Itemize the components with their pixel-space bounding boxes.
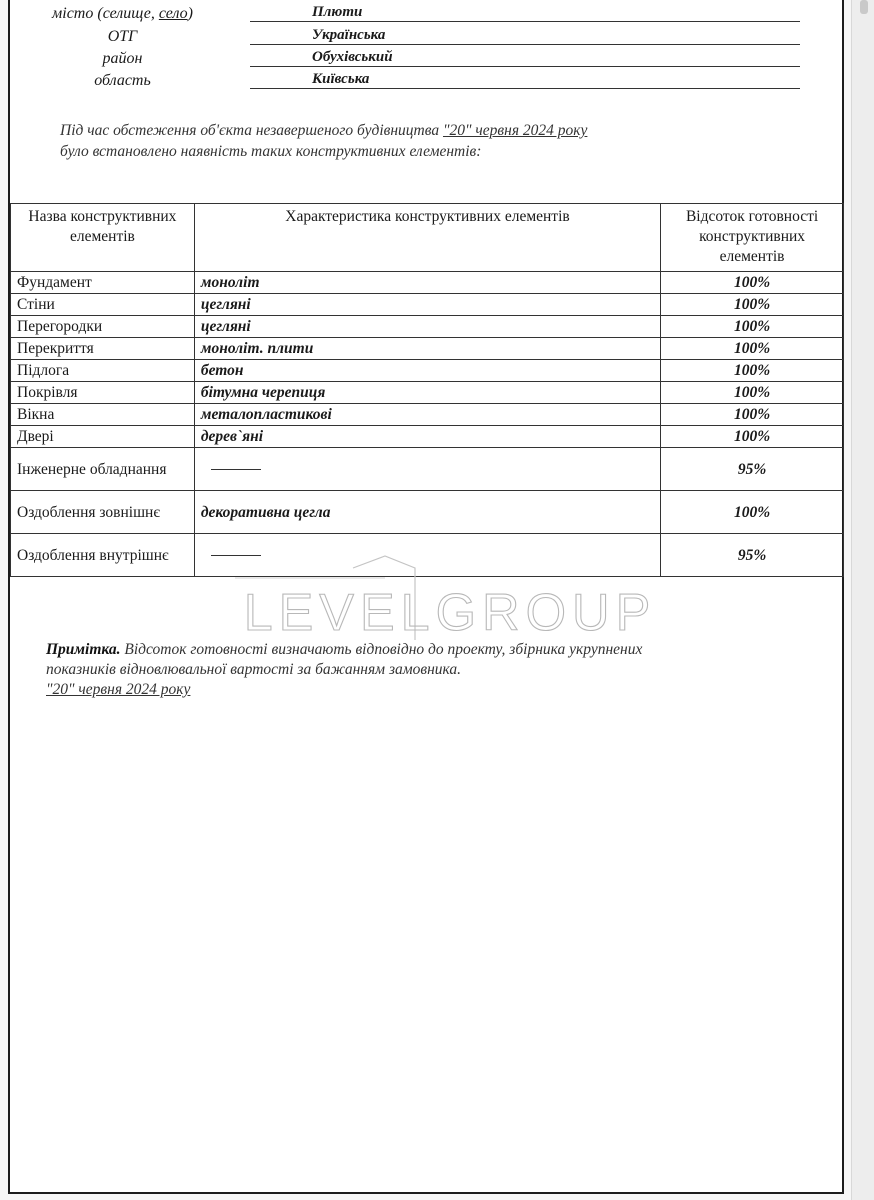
element-desc: бітумна черепиця	[194, 382, 660, 404]
address-row-district	[10, 49, 846, 71]
address-value-city: Плюти	[250, 4, 800, 22]
element-name: Перегородки	[11, 316, 195, 338]
table-row	[11, 360, 844, 382]
element-percent: 100%	[661, 404, 844, 426]
address-label-city: місто (селище, село)	[52, 5, 193, 22]
address-label-region: область	[94, 72, 151, 89]
element-desc: цегляні	[194, 294, 660, 316]
table-row	[11, 426, 844, 448]
element-desc: бетон	[194, 360, 660, 382]
address-row-otg	[10, 27, 846, 49]
empty-dash	[211, 555, 261, 556]
table-row	[11, 316, 844, 338]
element-desc-empty	[194, 534, 660, 577]
header-readiness-percent: Відсоток готовності конструктивних елементів	[661, 204, 844, 272]
address-value-region: Київська	[250, 71, 800, 89]
scrollbar-thumb[interactable]	[860, 0, 868, 14]
element-percent: 100%	[661, 338, 844, 360]
address-row-region	[10, 71, 846, 93]
intro-line-2: було встановлено наявність таких конструктивних елементів:	[60, 143, 482, 160]
element-name: Оздоблення зовнішнє	[11, 491, 195, 534]
note-title: Примітка.	[46, 641, 121, 658]
vertical-scrollbar[interactable]	[851, 0, 874, 1200]
table-row	[11, 534, 844, 577]
element-name: Перекриття	[11, 338, 195, 360]
watermark-text: LEVELGROUP	[243, 584, 657, 642]
empty-dash	[211, 469, 261, 470]
note-line-2: показників відновлювальної вартості за бажанням замовника.	[46, 661, 462, 678]
intro-date: "20" червня 2024 року	[442, 122, 588, 139]
element-percent: 95%	[661, 534, 844, 577]
table-row	[11, 294, 844, 316]
intro-line-1: Під час обстеження об'єкта незавершеного будівництва "20" червня 2024 року	[60, 122, 588, 139]
address-label-otg: ОТГ	[107, 28, 138, 45]
element-desc: моноліт	[194, 272, 660, 294]
element-percent: 100%	[661, 360, 844, 382]
element-desc-empty	[194, 448, 660, 491]
element-percent: 100%	[661, 426, 844, 448]
element-percent: 100%	[661, 272, 844, 294]
element-name: Фундамент	[11, 272, 195, 294]
address-label-district: район	[102, 50, 143, 67]
address-row-city	[10, 4, 846, 26]
address-value-otg: Українська	[250, 27, 800, 45]
element-percent: 95%	[661, 448, 844, 491]
element-name: Інженерне обладнання	[11, 448, 195, 491]
note-line-1: Примітка. Відсоток готовності визначають відповідно до проекту, збірника укрупнених	[46, 641, 643, 658]
element-name: Стіни	[11, 294, 195, 316]
element-desc: декоративна цегла	[194, 491, 660, 534]
survey-intro	[60, 120, 820, 162]
table-row	[11, 338, 844, 360]
table-row	[11, 382, 844, 404]
table-row	[11, 272, 844, 294]
element-desc: дерев`яні	[194, 426, 660, 448]
element-name: Підлога	[11, 360, 195, 382]
element-desc: цегляні	[194, 316, 660, 338]
element-desc: моноліт. плити	[194, 338, 660, 360]
element-name: Двері	[11, 426, 195, 448]
element-name: Покрівля	[11, 382, 195, 404]
element-percent: 100%	[661, 491, 844, 534]
note-date: "20" червня 2024 року	[46, 681, 191, 698]
header-characteristics: Характеристика конструктивних елементів	[194, 204, 660, 272]
element-desc: металопластикові	[194, 404, 660, 426]
construction-elements-table	[10, 203, 844, 577]
document-page	[8, 0, 844, 1194]
table-row	[11, 404, 844, 426]
table-header-row	[11, 204, 844, 272]
element-name: Оздоблення внутрішнє	[11, 534, 195, 577]
table-row	[11, 448, 844, 491]
note-block	[46, 640, 816, 700]
header-element-name: Назва конструктивних елементів	[11, 204, 195, 272]
table-row	[11, 491, 844, 534]
element-name: Вікна	[11, 404, 195, 426]
address-value-district: Обухівський	[250, 49, 800, 67]
element-percent: 100%	[661, 294, 844, 316]
element-percent: 100%	[661, 316, 844, 338]
element-percent: 100%	[661, 382, 844, 404]
